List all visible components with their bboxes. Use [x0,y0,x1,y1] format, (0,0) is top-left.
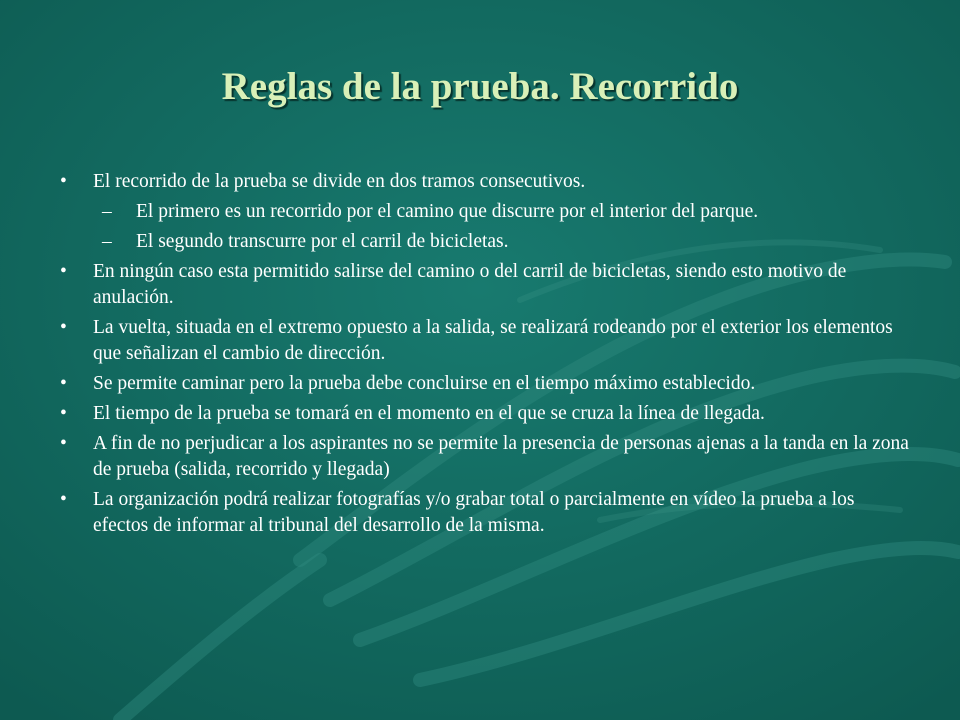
bullet-marker: • [60,403,67,424]
list-item [60,371,910,397]
list-item [60,431,910,483]
list-item [60,315,910,367]
dash-marker: – [102,201,112,222]
bullet-marker: • [60,261,67,282]
list-item-text: Se permite caminar pero la prueba debe concluirse en el tiempo máximo establecido. [93,373,756,394]
list-item [60,169,910,195]
bullet-marker: • [60,373,67,394]
list-item-text: El tiempo de la prueba se tomará en el momento en el que se cruza la línea de llegada. [93,403,765,424]
list-item-text: A fin de no perjudicar a los aspirantes no se permite la presencia de personas ajenas a la tanda en la zona de prueba (salida, recorrido y llegada) [93,433,909,480]
list-item-text: La organización podrá realizar fotografías y/o grabar total o parcialmente en vídeo la prueba a los efectos de informar al tribunal del desarrollo de la misma. [93,489,855,536]
sub-list-item [60,199,910,225]
bullet-marker: • [60,171,67,192]
list-item-text: En ningún caso esta permitido salirse del camino o del carril de bicicletas, siendo esto motivo de anulación. [93,261,847,308]
bullet-marker: • [60,433,67,454]
list-item-text: La vuelta, situada en el extremo opuesto a la salida, se realizará rodeando por el exterior los elementos que señalizan el cambio de dirección. [93,317,893,364]
bullet-marker: • [60,489,67,510]
list-item [60,401,910,427]
list-item [60,259,910,311]
list-item-text: El primero es un recorrido por el camino que discurre por el interior del parque. [136,201,759,222]
slide-title: Reglas de la prueba. Recorrido [221,65,739,108]
dash-marker: – [102,231,112,252]
list-item-text: El recorrido de la prueba se divide en dos tramos consecutivos. [93,171,586,192]
sub-list-item [60,229,910,255]
list-item [60,487,910,539]
bullet-marker: • [60,317,67,338]
list-item-text: El segundo transcurre por el carril de bicicletas. [136,231,509,252]
bullet-list [60,169,910,543]
